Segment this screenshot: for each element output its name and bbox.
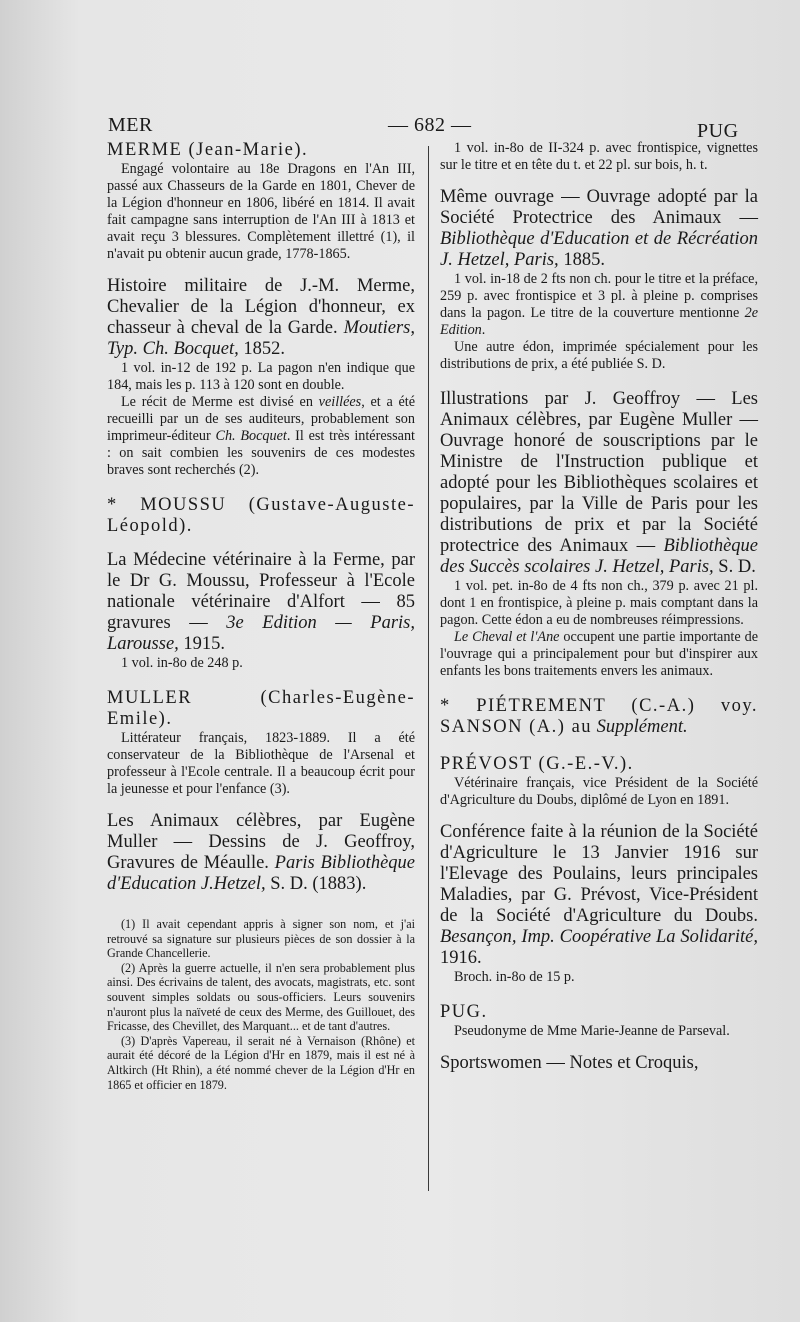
work-desc-prevost: Broch. in-8o de 15 p.	[454, 969, 575, 985]
work-note-muller-2: Une autre édon, imprimée spécialement pour les distributions de prix, a été publiée S. D.	[440, 339, 758, 372]
entry-heading-muller: MULLER (Charles-Eugène-Emile).	[107, 688, 415, 729]
work-title-prevost: Conférence faite à la réunion de la Société d'Agriculture le 13 Janvier 1916 sur l'Elevage des Poulains, leurs principales Maladies, par G. Prévost, Vice-Président de la Société d'Agriculture du Doubs. Besançon, Imp. Coopérative La Solidarité, 1916.	[440, 822, 758, 968]
work-desc-moussu: 1 vol. in-8o de 248 p.	[121, 655, 243, 671]
entry-bio-merme: Engagé volontaire au 18e Dragons en l'An III, passé aux Chasseurs de la Garde en 1801, Chever de la Légion d'honneur en 1806, libéré en 1814. Il avait fait campagne sans interruption de l'An III à 1813 et avait reçu 3 blessures. Complètement illettré (1), il n'avait pu obtenir aucun grade, 1778-1865.	[107, 161, 415, 262]
work-desc-muller-cont: 1 vol. in-8o de II-324 p. avec frontispice, vignettes sur le titre et en tête du t. et 22 pl. sur bois, h. t.	[440, 140, 758, 173]
entry-bio-muller: Littérateur français, 1823-1889. Il a été conservateur de la Bibliothèque de l'Arsenal et professeur à l'Ecole centrale. Il a beaucoup écrit pour la jeunesse et pour l'enfance (3).	[107, 730, 415, 797]
work-title-muller-3: Illustrations par J. Geoffroy — Les Animaux célèbres, par Eugène Muller — Ouvrage honoré de souscriptions par le Ministre de l'Instruction publique et adopté pour les Bibliothèques scolaires et populaires, par la Ville de Paris pour les distributions de prix et par la Société protectrice des Animaux — Bibliothèque des Succès scolaires J. Hetzel, Paris, S. D.	[440, 389, 758, 577]
entry-heading-pietrement: * PIÉTREMENT (C.-A.) voy. SANSON (A.) au Supplément.	[440, 696, 758, 737]
right-column	[440, 140, 758, 1074]
work-desc-muller-3: 1 vol. pet. in-8o de 4 fts non ch., 379 p. avec 21 pl. dont 1 en frontispice, à pleine p. mais comptant dans la pagon. Cette édon a eu de nombreuses réimpressions.	[440, 578, 758, 628]
work-note-merme: Le récit de Merme est divisé en veillées, et a été recueilli par un de ses auditeurs, probablement son imprimeur-éditeur Ch. Bocquet. Il est très intéressant : on sait combien les souvenirs de ces modestes braves sont recherchés (2).	[107, 394, 416, 478]
work-title-moussu: La Médecine vétérinaire à la Ferme, par le Dr G. Moussu, Professeur à l'Ecole nationale vétérinaire d'Alfort — 85 gravures — 3e Edition — Paris, Larousse, 1915.	[107, 550, 415, 654]
work-note-muller-3: Le Cheval et l'Ane occupent une partie importante de l'ouvrage qui a principalement pour but d'inspirer aux enfants les bons traitements envers les animaux.	[440, 629, 758, 679]
entry-heading-prevost: PRÉVOST (G.-E.-V.).	[440, 754, 634, 774]
page-number: — 682 —	[388, 114, 472, 136]
entry-bio-pug: Pseudonyme de Mme Marie-Jeanne de Parseval.	[454, 1023, 730, 1039]
left-column	[107, 140, 415, 1092]
entry-heading-merme: MERME (Jean-Marie).	[107, 140, 309, 160]
running-head-left: MER	[108, 114, 153, 136]
work-desc-merme: 1 vol. in-12 de 192 p. La pagon n'en indique que 184, mais les p. 113 à 120 sont en double.	[107, 360, 415, 393]
entry-heading-pug: PUG.	[440, 1002, 488, 1022]
footnotes	[107, 917, 415, 1092]
entry-bio-prevost: Vétérinaire français, vice Président de la Société d'Agriculture du Doubs, diplômé de Lyon en 1891.	[440, 775, 758, 808]
work-title-muller-2: Même ouvrage — Ouvrage adopté par la Société Protectrice des Animaux — Bibliothèque d'Education et de Récréation J. Hetzel, Paris, 1885.	[440, 187, 758, 270]
footnote-3: (3) D'après Vapereau, il serait né à Vernaison (Rhône) et aurait été décoré de la Légion d'Hr en 1879, mais il est né à Altkirch (Ht Rhin), a été nommé chever de la Légion d'Hr en 1865 et officier en 1879.	[107, 1033, 415, 1092]
entry-heading-moussu: * MOUSSU (Gustave-Auguste-Léopold).	[107, 495, 415, 536]
work-title-merme: Histoire militaire de J.-M. Merme, Chevalier de la Légion d'honneur, ex chasseur à cheval de la Garde. Moutiers, Typ. Ch. Bocquet, 1852.	[107, 276, 416, 359]
footnote-1: (1) Il avait cependant appris à signer son nom, et j'ai retrouvé sa signature sur plusieurs pièces de son dossier à la Grande Chancellerie.	[107, 917, 415, 961]
footnote-2: (2) Après la guerre actuelle, il n'en sera probablement plus ainsi. Des écrivains de talent, des avocats, magistrats, etc. sont souvent simples soldats ou sous-officiers. Leurs souvenirs n'auront plus la naïveté de ceux des Merme, des Guillouet, des Fricasse, des Chevillet, des Marquant... et de tant d'autres.	[107, 960, 415, 1034]
work-title-muller: Les Animaux célèbres, par Eugène Muller — Dessins de J. Geoffroy, Gravures de Méaulle. Paris Bibliothèque d'Education J.Hetzel, S. D. (1883).	[107, 811, 415, 894]
running-head-right: PUG	[697, 120, 739, 142]
column-divider	[428, 146, 429, 1191]
work-desc-muller-2: 1 vol. in-18 de 2 fts non ch. pour le titre et la préface, 259 p. avec frontispice et 3 pl. à pleine p. comprises dans la pagon. Le titre de la couverture mentionne 2e Edition.	[440, 271, 759, 338]
work-title-pug: Sportswomen — Notes et Croquis,	[440, 1053, 699, 1073]
